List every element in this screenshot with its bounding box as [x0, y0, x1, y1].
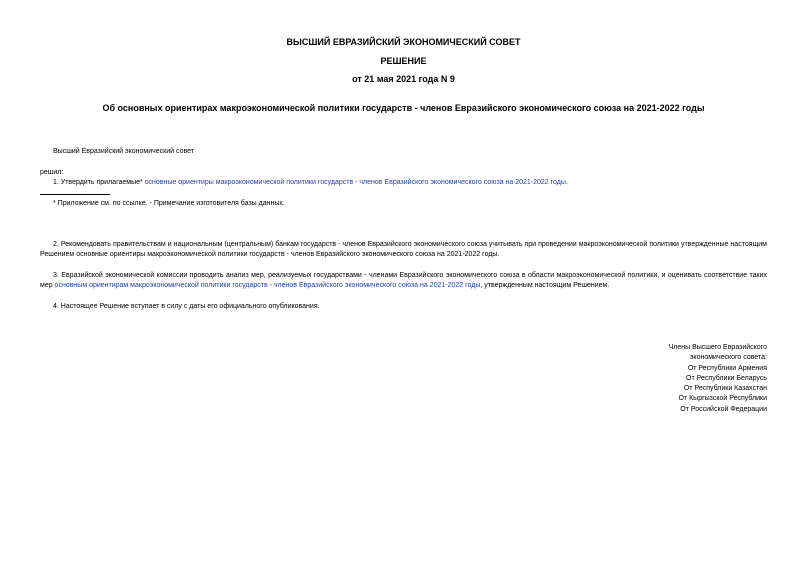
doc-date: от 21 мая 2021 года N 9 [352, 74, 455, 84]
decided-text: решил: [40, 169, 64, 176]
item-4: 4. Настоящее Решение вступает в силу с даты его официального опубликования. [53, 303, 320, 310]
signature-kazakhstan: От Республики Казахстан [683, 385, 767, 393]
signature-belarus: От Республики Беларусь [686, 374, 767, 382]
doc-subject: Об основных ориентирах макроэкономической политики государств - членов Евразийского экономического союза на 2021-2022 годы [102, 103, 705, 113]
footnote-text: * Приложение см. по ссылке. - Примечание изготовителя базы данных. [53, 200, 285, 207]
signature-russia: От Российской Федерации [680, 405, 767, 413]
intro-text: Высший Евразийский экономический совет [53, 148, 194, 155]
guidelines-link-2[interactable]: основным ориентирам макроэкономической политики государств - членов Евразийского экономического союза на 2021-2022 годы [54, 282, 481, 289]
item-3 [40, 271, 767, 291]
signature-heading-2: экономического совета: [689, 354, 767, 362]
signature-armenia: От Республики Армения [687, 364, 767, 372]
item-3-prefix: 3. Евразийской экономической комиссии проводить анализ мер, реализуемых государствами - членами Евразийского экономического союза в области макроэкономической политики, и оценивать соответствие таких мер [40, 272, 767, 289]
item-1 [53, 178, 568, 187]
signature-heading-1: Члены Высшего Евразийского [668, 344, 767, 351]
item-1-suffix: . [565, 179, 568, 186]
doc-type: РЕШЕНИЕ [380, 56, 427, 66]
guidelines-link[interactable]: основные ориентиры макроэкономической политики государств - членов Евразийского экономического союза на 2021-2022 годы [144, 179, 566, 186]
signature-kyrgyzstan: От Кыргызской Республики [678, 395, 767, 403]
item-2: 2. Рекомендовать правительствам и национальным (центральным) банкам государств - членов Евразийского экономического союза учитывать при проведении макроэкономической политики утвержденные настоящим Решением основные ориентиры макроэкономической политики государств - членов Евразийского экономического союза на 2021-2022 годы. [40, 241, 767, 258]
org-title: ВЫСШИЙ ЕВРАЗИЙСКИЙ ЭКОНОМИЧЕСКИЙ СОВЕТ [286, 37, 521, 47]
item-1-prefix: 1. Утвердить прилагаемые* [53, 179, 145, 186]
footnote-divider [40, 194, 110, 195]
signature-block [669, 343, 767, 415]
item-3-suffix: , утвержденным настоящим Решением. [480, 282, 610, 289]
